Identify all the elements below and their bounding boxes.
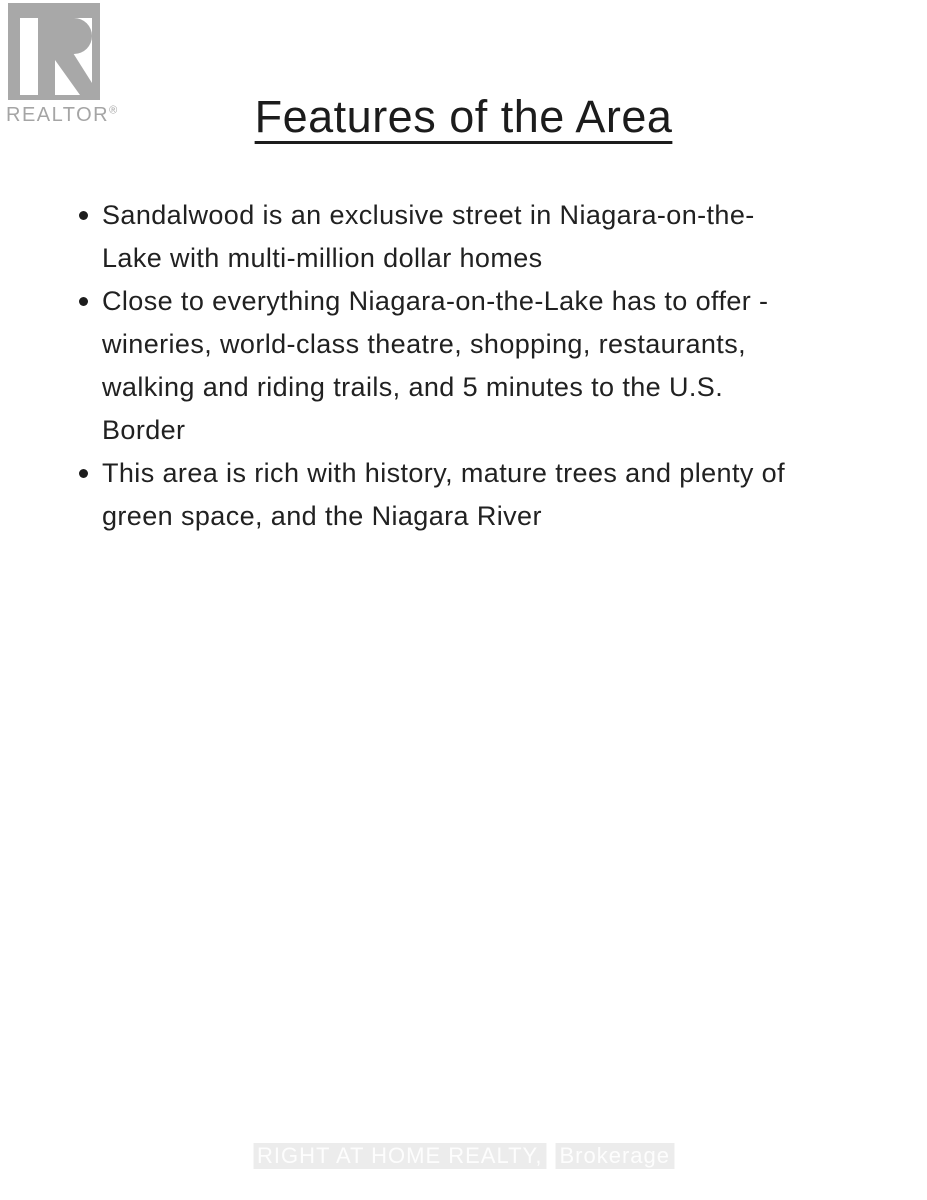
list-item-text: Close to everything Niagara-on-the-Lake has to offer - wineries, world-class theatre, shopping, restaurants, walking and riding trails, and 5 minutes to the U.S. Border [102, 286, 769, 445]
realtor-block-r-icon [8, 3, 100, 100]
list-item-text: This area is rich with history, mature trees and plenty of green space, and the Niagara River [102, 458, 785, 531]
list-item [79, 194, 809, 280]
page-title [0, 90, 927, 144]
brokerage-suffix: Brokerage [555, 1143, 674, 1169]
registered-trademark-symbol: ® [109, 104, 118, 117]
bullet-icon [79, 469, 88, 478]
bullet-icon [79, 211, 88, 220]
list-item-text: Sandalwood is an exclusive street in Niagara-on-the-Lake with multi-million dollar homes [102, 200, 755, 273]
list-item [79, 452, 809, 538]
page-title-text: Features of the Area [254, 91, 673, 142]
list-item [79, 280, 809, 452]
bullet-icon [79, 297, 88, 306]
realtor-brand-label: REALTOR [6, 104, 110, 126]
features-list [79, 194, 809, 538]
brokerage-watermark [253, 1143, 674, 1169]
brokerage-name: RIGHT AT HOME REALTY, [253, 1143, 546, 1169]
